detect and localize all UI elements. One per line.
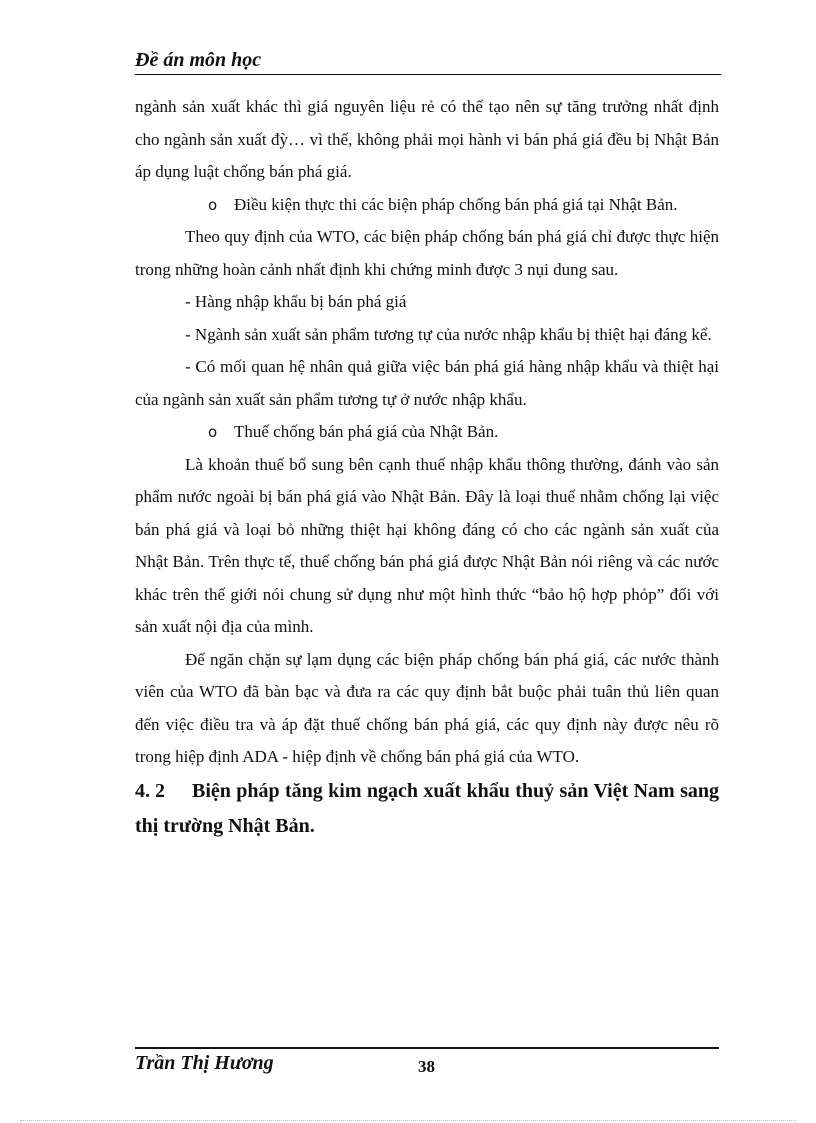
- footer-author: Trần Thị Hương: [135, 1052, 274, 1074]
- circle-bullet-icon: o: [208, 423, 218, 441]
- dash-item-causality: - Có mối quan hệ nhân quả giữa việc bán phá giá hàng nhập khẩu và thiệt hại của ngành sản xuất sản phẩm tương tự ở nước nhập khẩu.: [135, 357, 719, 409]
- header-divider: [135, 74, 721, 75]
- dash-item-injury: - Ngành sản xuất sản phẩm tương tự của nước nhập khẩu bị thiệt hại đáng kể.: [185, 324, 712, 344]
- dash-item-dumping: - Hàng nhập khẩu bị bán phá giá: [185, 292, 407, 311]
- header-title: Đề án môn học: [135, 49, 262, 71]
- paragraph-duty-definition: Là khoản thuế bổ sung bên cạnh thuế nhập khẩu thông thường, đánh vào sản phẩm nước ngoài bị bán phá giá vào Nhật Bản. Đây là loại thuế nhằm chống lại việc bán phá giá và loại bỏ những thiệt hại không đáng có cho các ngành sản xuất của Nhật Bản. Trên thực tế, thuế chống bán phá giá được Nhật Bản nói riêng và các nước khác trên thế giới nói chung sử dụng như một hình thức “bảo hộ hợp phỏp” đối với sản xuất nội địa của mình.: [135, 454, 719, 636]
- page-number: 38: [418, 1057, 435, 1076]
- page-bottom-border: [20, 1120, 796, 1121]
- bullet-text-duty: Thuế chống bán phá giá của Nhật Bản.: [234, 422, 499, 441]
- bullet-item-conditions: [135, 189, 719, 222]
- paragraph-wto-regulations: Để ngăn chặn sự lạm dụng các biện pháp chống bán phá giá, các nước thành viên của WTO đã bàn bạc và đưa ra các quy định bắt buộc phải tuân thủ liên quan đến việc điều tra và áp đặt thuế chống bán phá giá, các quy định này được nêu rõ trong hiệp định ADA - hiệp định về chống bán phá giá của WTO.: [135, 649, 719, 766]
- paragraph-wto-rules: Theo quy định của WTO, các biện pháp chống bán phá giá chỉ được thực hiện trong những hoàn cảnh nhất định khi chứng minh được 3 nụi dung sau.: [135, 227, 719, 279]
- circle-bullet-icon: o: [208, 195, 218, 214]
- footer-divider: [135, 1047, 719, 1049]
- section-title: Biện pháp tăng kim ngạch xuất khẩu thuỷ sản Việt Nam sang thị trường Nhật Bản.: [135, 779, 719, 837]
- bullet-text-conditions: Điều kiện thực thi các biện pháp chống bán phá giá tại Nhật Bản.: [234, 194, 678, 214]
- body-text: [135, 91, 719, 844]
- paragraph-continuation: ngành sản xuất khác thì giá nguyên liệu rẻ có thể tạo nên sự tăng trưởng nhất định cho ngành sản xuất đỳ… vì thế, không phải mọi hành vi bán phá giá đều bị Nhật Bản áp dụng luật chống bán phá giá.: [135, 97, 719, 181]
- section-heading: [135, 774, 719, 844]
- bullet-item-duty: [135, 416, 719, 449]
- section-number: 4. 2: [135, 779, 165, 802]
